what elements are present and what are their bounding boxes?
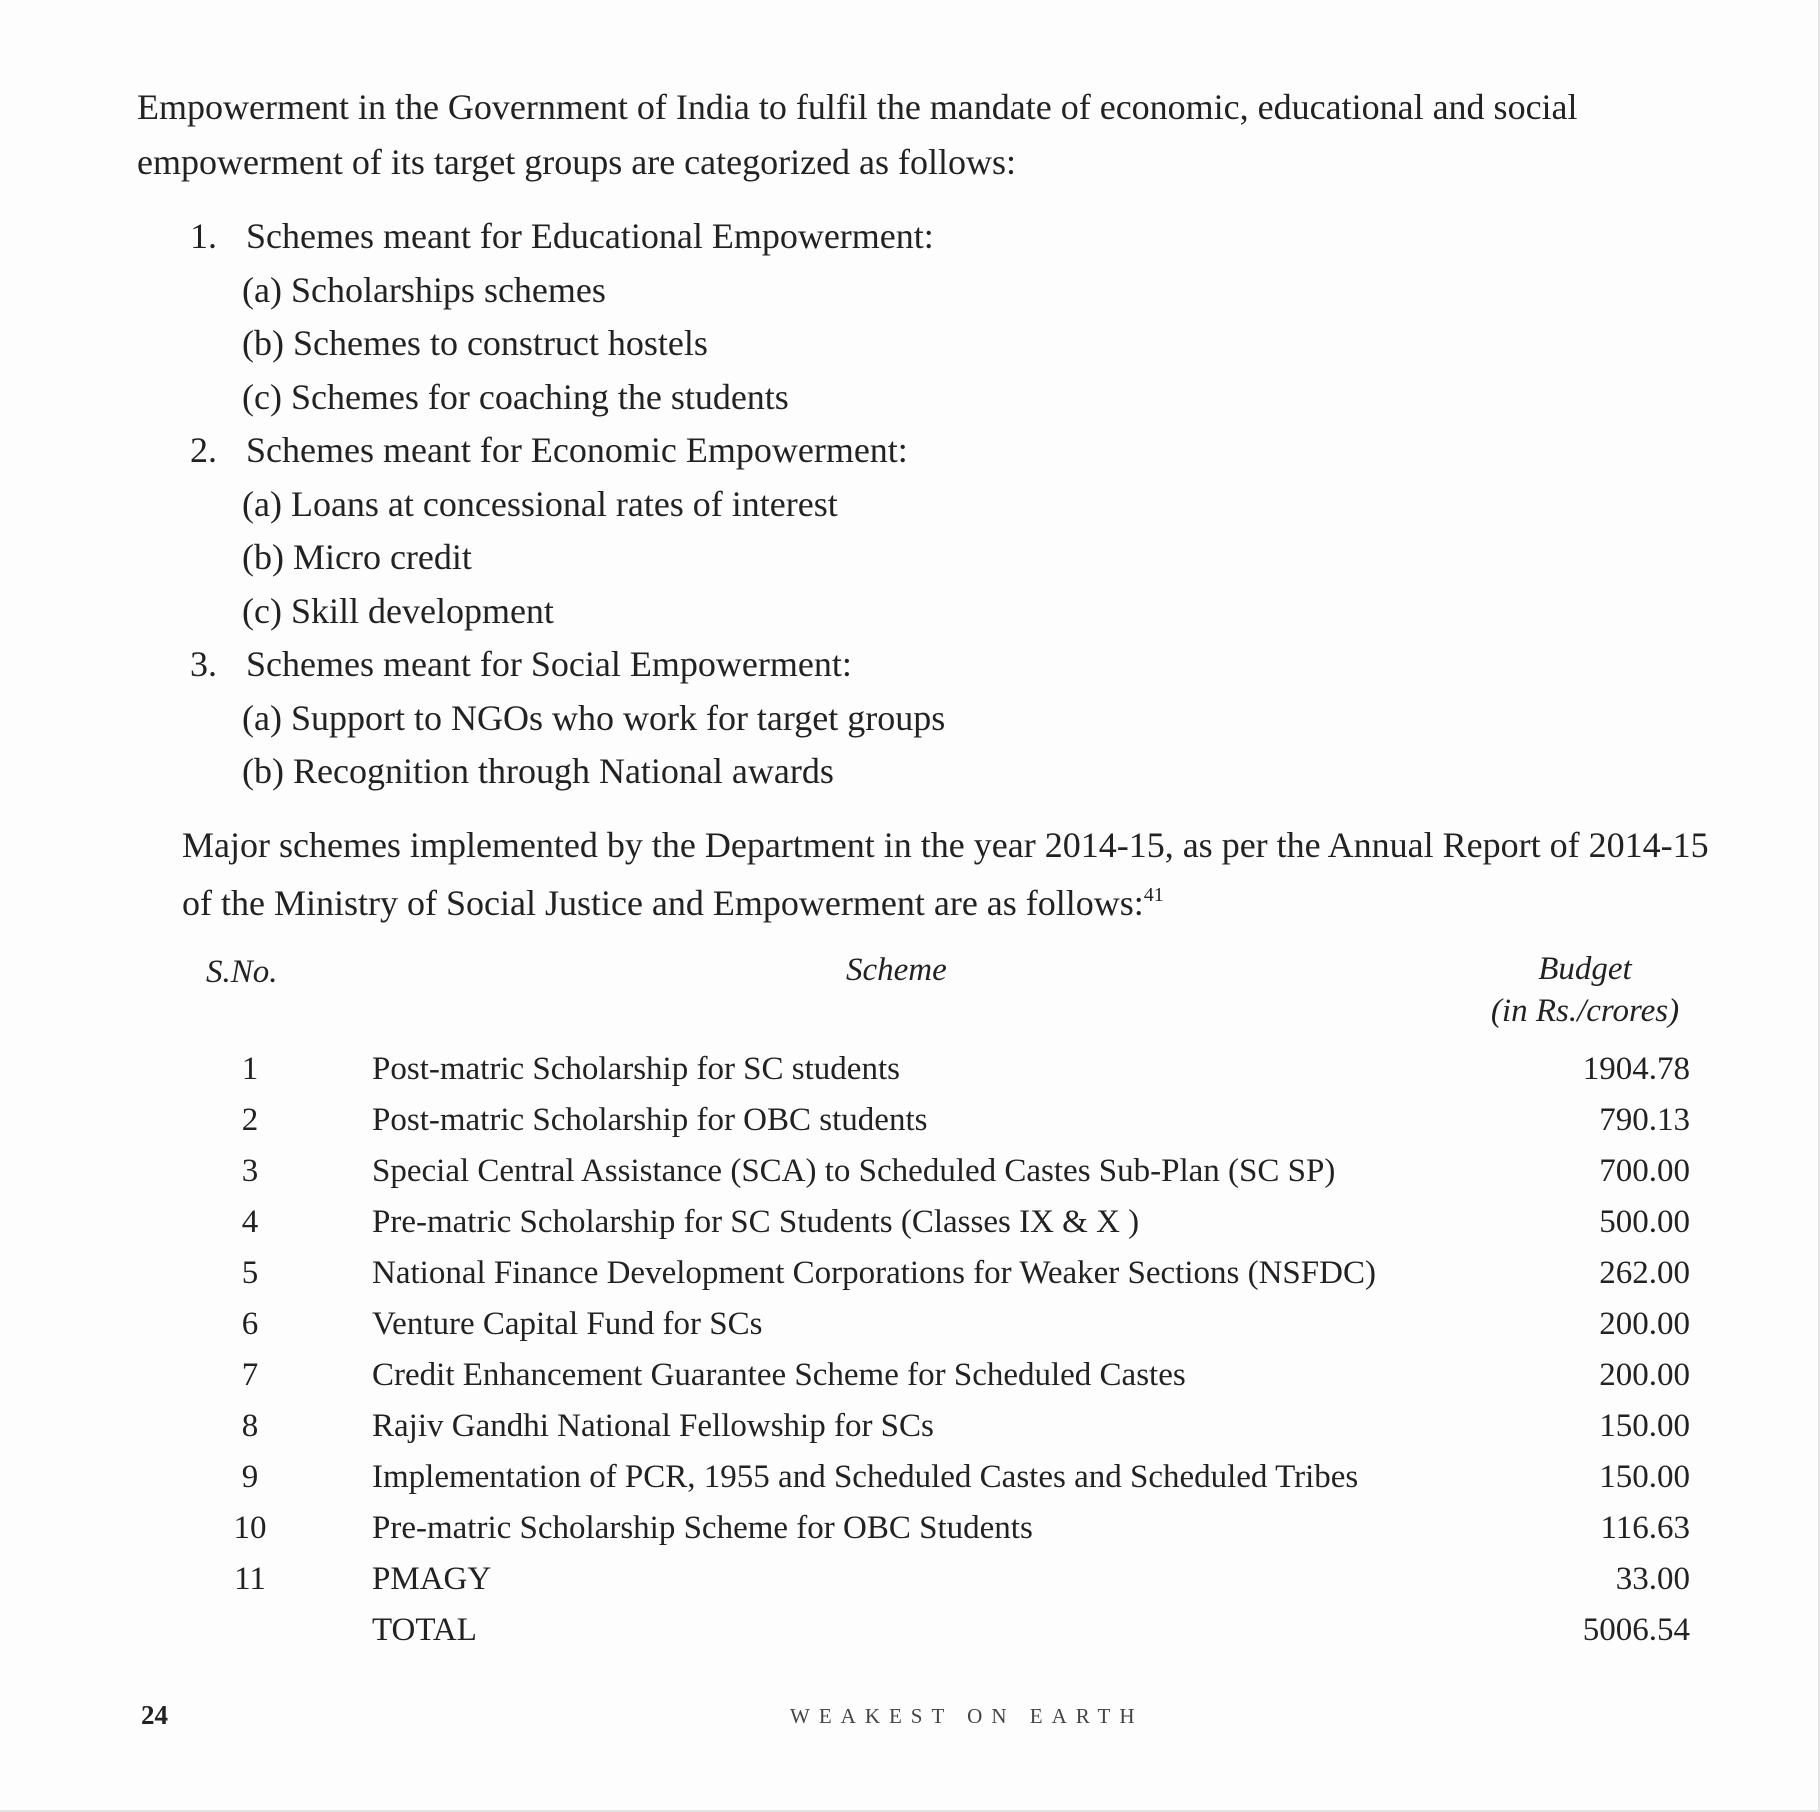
list-item: (b) Micro credit: [242, 537, 472, 577]
table-row: 1 Post-matric Scholarship for SC students 1904.78: [241, 1051, 1690, 1087]
running-footer-title: WEAKEST ON EARTH: [790, 1704, 1144, 1728]
table-row: 11 PMAGY 33.00: [234, 1561, 1690, 1597]
table-row: 7 Credit Enhancement Guarantee Scheme for Scheduled Castes 200.00: [241, 1357, 1690, 1393]
major-schemes-paragraph: Major schemes implemented by the Department in the year 2014-15, as per the Annual Report of 2014-15 of the Ministry of Social Justice and Empowerment are as follows:$^{41}$: [182, 825, 1709, 923]
schemes-table-body: [0, 1044, 1820, 1656]
budget-unit: (in Rs./crores): [1490, 993, 1680, 1029]
table-row: 3 Special Central Assistance (SCA) to Scheduled Castes Sub-Plan (SC SP) 700.00: [241, 1153, 1690, 1189]
table-row: 4 Pre-matric Scholarship for SC Students (Classes IX & X ) 500.00: [241, 1204, 1690, 1240]
intro-paragraph: Empowerment in the Government of India to fulfil the mandate of economic, educational and social empowerment of its target groups are categorized as follows:: [137, 87, 1578, 182]
table-row: 5 National Finance Development Corporations for Weaker Sections (NSFDC) 262.00: [241, 1255, 1690, 1291]
table-row: 2 Post-matric Scholarship for OBC students 790.13: [241, 1102, 1690, 1138]
table-row: 9 Implementation of PCR, 1955 and Scheduled Castes and Scheduled Tribes 150.00: [241, 1459, 1690, 1495]
list-item: (c) Schemes for coaching the students: [242, 376, 789, 417]
list-item: (b) Recognition through National awards: [242, 751, 834, 791]
table-header-sno: S.No.: [206, 954, 278, 990]
category-title: Schemes meant for Economic Empowerment:: [246, 430, 908, 470]
table-row: 6 Venture Capital Fund for SCs 200.00: [241, 1306, 1690, 1342]
category-social: 3. Schemes meant for Social Empowerment:: [190, 644, 852, 684]
list-item: (a) Support to NGOs who work for target groups: [242, 697, 946, 738]
list-item: (a) Scholarships schemes: [242, 269, 606, 310]
scheme-categories-list: [190, 210, 945, 799]
footnote-marker: 41: [1143, 884, 1164, 906]
list-item: (c) Skill development: [242, 590, 554, 631]
table-header-budget: Budget (in Rs./crores): [1470, 948, 1700, 1032]
table-total-row: TOTAL 5006.54: [372, 1612, 1690, 1648]
category-educational: 1. Schemes meant for Educational Empowerment:: [190, 216, 934, 256]
category-title: Schemes meant for Educational Empowerment:: [246, 216, 934, 256]
table-row: 8 Rajiv Gandhi National Fellowship for SCs 150.00: [241, 1408, 1690, 1444]
category-economic: 2. Schemes meant for Economic Empowerment:: [190, 430, 908, 470]
category-title: Schemes meant for Social Empowerment:: [246, 644, 852, 684]
table-row: 10 Pre-matric Scholarship Scheme for OBC Students 116.63: [233, 1510, 1690, 1546]
page-number: 24: [141, 1700, 168, 1730]
list-item: (b) Schemes to construct hostels: [242, 323, 708, 363]
table-header-scheme: Scheme: [846, 952, 947, 988]
list-item: (a) Loans at concessional rates of interest: [242, 483, 838, 524]
